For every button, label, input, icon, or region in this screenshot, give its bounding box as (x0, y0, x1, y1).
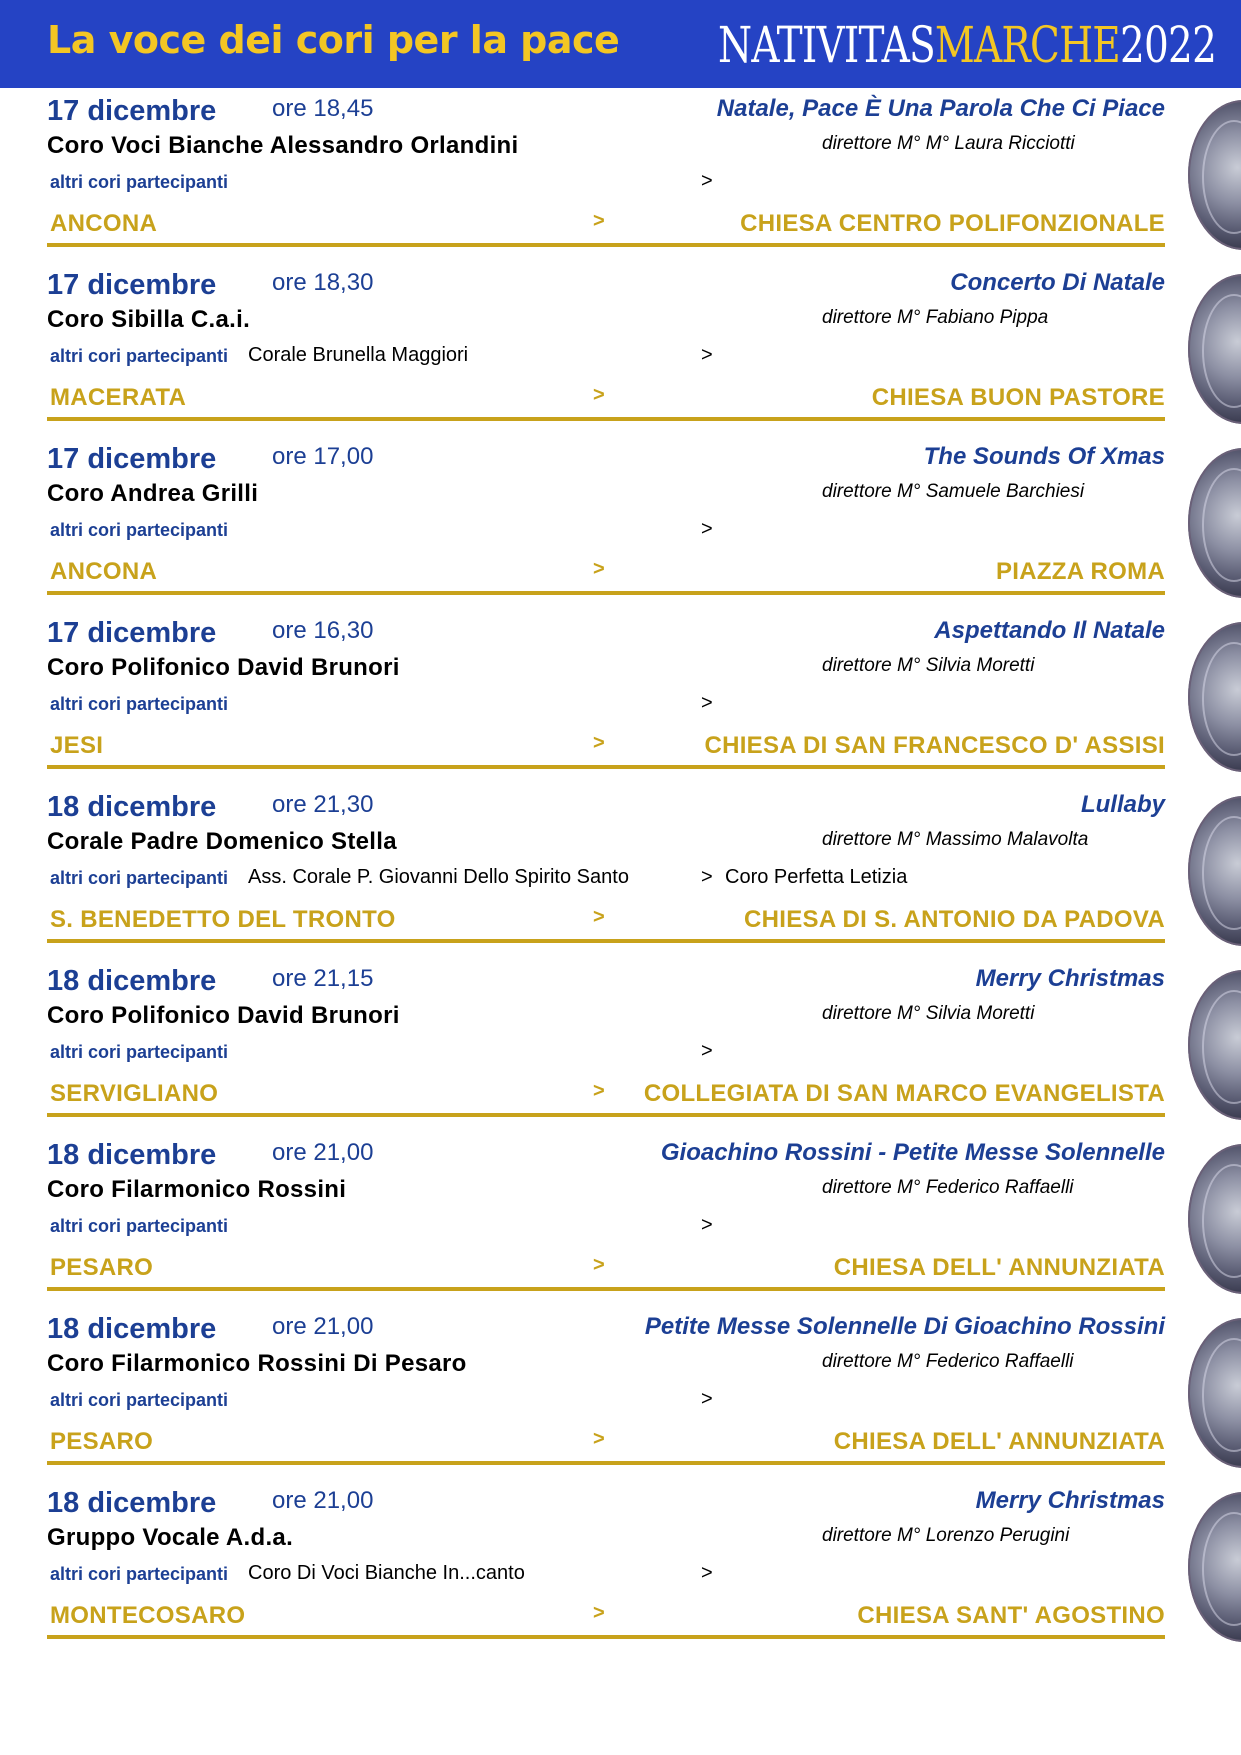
director-name: Federico Raffaelli (925, 1177, 1074, 1198)
choir-name: Gruppo Vocale A.d.a. (47, 1524, 294, 1551)
brand-part-marche: MARCHE (934, 16, 1120, 74)
other-choirs-label: altri cori partecipanti (50, 520, 229, 540)
director-prefix: direttore M° (822, 1525, 921, 1546)
event-entry (47, 958, 1165, 1133)
divider (47, 1113, 1165, 1117)
event-venue: CHIESA DELL' ANNUNZIATA (833, 1254, 1165, 1281)
choir-name: Coro Filarmonico Rossini Di Pesaro (47, 1350, 467, 1377)
event-venue: CHIESA SANT' AGOSTINO (857, 1602, 1165, 1629)
event-city: PESARO (50, 1254, 154, 1281)
director-prefix: direttore M° (822, 1003, 921, 1024)
director-name: M° Laura Ricciotti (925, 133, 1075, 154)
venue-arrow: > (593, 732, 605, 754)
director-prefix: direttore M° (822, 1351, 921, 1372)
venue-arrow: > (593, 1428, 605, 1450)
event-entry (47, 784, 1165, 959)
other-choir-1: Ass. Corale P. Giovanni Dello Spirito Santo (248, 866, 629, 888)
event-entry (47, 1132, 1165, 1307)
event-date: 17 dicembre (47, 269, 217, 301)
director-name: Lorenzo Perugini (925, 1525, 1070, 1546)
divider (47, 417, 1165, 421)
event-entry (47, 88, 1165, 263)
event-date: 18 dicembre (47, 1487, 217, 1519)
event-date: 18 dicembre (47, 1139, 217, 1171)
other-choir-2: Coro Perfetta Letizia (725, 866, 908, 888)
other-choirs-label: altri cori partecipanti (50, 868, 229, 888)
divider (47, 765, 1165, 769)
event-time: ore 16,30 (272, 617, 374, 644)
event-title: Gioachino Rossini - Petite Messe Solennelle (660, 1139, 1165, 1166)
event-venue: PIAZZA ROMA (995, 558, 1165, 585)
event-date: 17 dicembre (47, 95, 217, 127)
event-time: ore 21,15 (272, 965, 374, 992)
choir-name: Corale Padre Domenico Stella (47, 828, 397, 855)
stained-glass-medallion (1188, 1318, 1241, 1468)
event-time: ore 21,30 (272, 791, 374, 818)
director-line (822, 1525, 1069, 1547)
event-city: MONTECOSARO (50, 1602, 246, 1629)
other-choirs-arrow: > (701, 866, 713, 888)
director-prefix: direttore M° (822, 133, 921, 154)
director-prefix: direttore M° (822, 829, 921, 850)
director-line (822, 829, 1088, 851)
event-time: ore 17,00 (272, 443, 374, 470)
director-line (822, 307, 1048, 329)
director-line (822, 655, 1034, 677)
event-venue: CHIESA CENTRO POLIFONZIONALE (740, 210, 1165, 237)
event-entry (47, 262, 1165, 437)
stained-glass-medallion (1188, 274, 1241, 424)
stained-glass-medallion (1188, 1492, 1241, 1642)
brand-logo (718, 10, 1217, 80)
director-prefix: direttore M° (822, 307, 921, 328)
other-choir-1: Coro Di Voci Bianche In...canto (248, 1562, 525, 1584)
event-title: The Sounds Of Xmas (923, 443, 1165, 470)
choir-name: Coro Andrea Grilli (47, 480, 259, 507)
page-header (0, 0, 1241, 88)
divider (47, 243, 1165, 247)
choir-name: Coro Sibilla C.a.i. (47, 306, 251, 333)
other-choirs-arrow: > (701, 170, 713, 192)
director-line (822, 133, 1075, 155)
event-time: ore 18,45 (272, 95, 374, 122)
director-name: Silvia Moretti (925, 655, 1035, 676)
event-city: S. BENEDETTO DEL TRONTO (50, 906, 396, 933)
event-date: 17 dicembre (47, 443, 217, 475)
divider (47, 1461, 1165, 1465)
director-line (822, 1177, 1074, 1199)
director-prefix: direttore M° (822, 655, 921, 676)
event-date: 18 dicembre (47, 1313, 217, 1345)
stained-glass-medallion (1188, 970, 1241, 1120)
director-name: Samuele Barchiesi (925, 481, 1085, 502)
divider (47, 591, 1165, 595)
brand-part-year: 2022 (1119, 16, 1217, 74)
director-name: Federico Raffaelli (925, 1351, 1074, 1372)
stained-glass-medallion (1188, 448, 1241, 598)
event-entry (47, 436, 1165, 611)
event-title: Aspettando Il Natale (934, 617, 1165, 644)
event-date: 18 dicembre (47, 791, 217, 823)
other-choirs-arrow: > (701, 1388, 713, 1410)
divider (47, 939, 1165, 943)
other-choirs-arrow: > (701, 692, 713, 714)
event-date: 18 dicembre (47, 965, 217, 997)
stained-glass-medallion (1188, 622, 1241, 772)
other-choirs-arrow: > (701, 1214, 713, 1236)
event-city: SERVIGLIANO (50, 1080, 219, 1107)
choir-name: Coro Voci Bianche Alessandro Orlandini (47, 132, 519, 159)
event-entry (47, 610, 1165, 785)
brand-part-nativitas: NATIVITAS (718, 16, 935, 74)
other-choirs-label: altri cori partecipanti (50, 1042, 229, 1062)
director-line (822, 481, 1084, 503)
event-venue: CHIESA DELL' ANNUNZIATA (833, 1428, 1165, 1455)
venue-arrow: > (593, 558, 605, 580)
other-choirs-label: altri cori partecipanti (50, 1216, 229, 1236)
venue-arrow: > (593, 1080, 605, 1102)
event-city: MACERATA (50, 384, 187, 411)
event-city: JESI (50, 732, 104, 759)
event-city: PESARO (50, 1428, 154, 1455)
event-title: Petite Messe Solennelle Di Gioachino Rossini (644, 1313, 1165, 1340)
choir-name: Coro Polifonico David Brunori (47, 1002, 400, 1029)
event-city: ANCONA (50, 558, 158, 585)
stained-glass-medallion (1188, 100, 1241, 250)
event-title: Merry Christmas (975, 1487, 1165, 1514)
event-entry (47, 1480, 1165, 1655)
director-prefix: direttore M° (822, 481, 921, 502)
other-choirs-arrow: > (701, 1040, 713, 1062)
choir-name: Coro Polifonico David Brunori (47, 654, 400, 681)
stained-glass-medallion (1188, 1144, 1241, 1294)
director-line (822, 1351, 1074, 1373)
choir-name: Coro Filarmonico Rossini (47, 1176, 347, 1203)
venue-arrow: > (593, 1254, 605, 1276)
other-choirs-label: altri cori partecipanti (50, 694, 229, 714)
event-time: ore 21,00 (272, 1487, 374, 1514)
other-choirs-label: altri cori partecipanti (50, 346, 229, 366)
other-choirs-label: altri cori partecipanti (50, 1390, 229, 1410)
other-choirs-label: altri cori partecipanti (50, 172, 229, 192)
event-venue: CHIESA DI S. ANTONIO DA PADOVA (743, 906, 1165, 933)
event-title: Natale, Pace È Una Parola Che Ci Piace (716, 95, 1165, 122)
director-prefix: direttore M° (822, 1177, 921, 1198)
director-name: Fabiano Pippa (925, 307, 1049, 328)
divider (47, 1287, 1165, 1291)
event-city: ANCONA (50, 210, 158, 237)
event-title: Merry Christmas (975, 965, 1165, 992)
director-name: Massimo Malavolta (925, 829, 1089, 850)
venue-arrow: > (593, 210, 605, 232)
venue-arrow: > (593, 384, 605, 406)
other-choir-1: Corale Brunella Maggiori (248, 344, 469, 366)
divider (47, 1635, 1165, 1639)
event-title: Lullaby (1080, 791, 1165, 818)
venue-arrow: > (593, 906, 605, 928)
event-date: 17 dicembre (47, 617, 217, 649)
venue-arrow: > (593, 1602, 605, 1624)
event-time: ore 21,00 (272, 1139, 374, 1166)
event-venue: CHIESA BUON PASTORE (871, 384, 1165, 411)
header-title: La voce dei cori per la pace (47, 18, 620, 62)
stained-glass-medallion (1188, 796, 1241, 946)
other-choirs-arrow: > (701, 1562, 713, 1584)
event-time: ore 21,00 (272, 1313, 374, 1340)
event-title: Concerto Di Natale (950, 269, 1165, 296)
other-choirs-arrow: > (701, 344, 713, 366)
event-time: ore 18,30 (272, 269, 374, 296)
director-name: Silvia Moretti (925, 1003, 1035, 1024)
event-entry (47, 1306, 1165, 1481)
other-choirs-arrow: > (701, 518, 713, 540)
director-line (822, 1003, 1034, 1025)
event-venue: COLLEGIATA DI SAN MARCO EVANGELISTA (643, 1080, 1165, 1107)
event-venue: CHIESA DI SAN FRANCESCO D' ASSISI (704, 732, 1165, 759)
other-choirs-label: altri cori partecipanti (50, 1564, 229, 1584)
